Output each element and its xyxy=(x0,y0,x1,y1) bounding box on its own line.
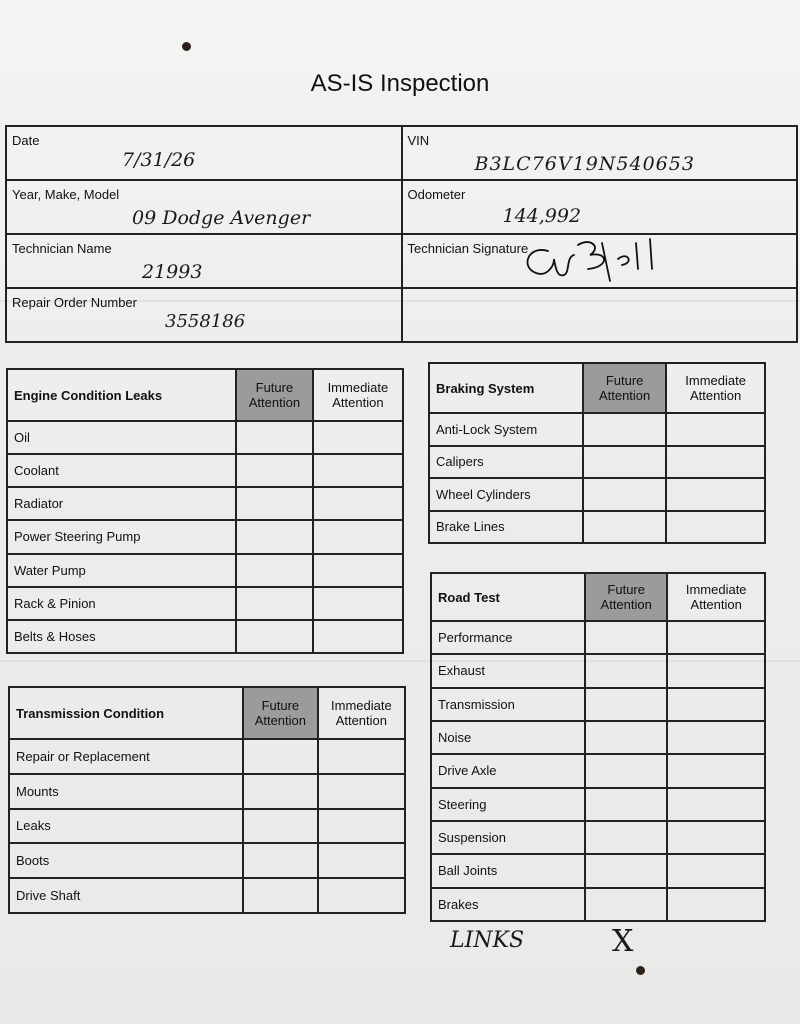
future-checkbox[interactable] xyxy=(243,809,318,844)
handwritten-note: LINKS xyxy=(450,928,525,953)
row-label: Transmission xyxy=(431,688,585,721)
staple-hole xyxy=(182,42,191,51)
future-checkbox[interactable] xyxy=(243,878,318,913)
row-label: Leaks xyxy=(9,809,243,844)
immediate-checkbox[interactable] xyxy=(666,478,765,511)
immediate-checkbox[interactable] xyxy=(313,520,403,553)
row-label: Performance xyxy=(431,621,585,654)
immediate-checkbox[interactable] xyxy=(313,554,403,587)
date-value: 7/31/26 xyxy=(122,149,196,171)
future-checkbox[interactable] xyxy=(236,454,313,487)
row-label: Calipers xyxy=(429,446,583,479)
immediate-attention-header: Immediate Attention xyxy=(666,363,765,413)
row-label: Radiator xyxy=(7,487,236,520)
row-label: Suspension xyxy=(431,821,585,854)
future-checkbox[interactable] xyxy=(236,587,313,620)
future-checkbox[interactable] xyxy=(236,487,313,520)
year-make-model-value: 09 Dodge Avenger xyxy=(132,207,311,229)
immediate-checkbox[interactable] xyxy=(667,888,765,921)
engine-condition-title: Engine Condition Leaks xyxy=(7,369,236,421)
future-attention-header: Future Attention xyxy=(236,369,313,421)
future-checkbox[interactable] xyxy=(243,843,318,878)
date-cell[interactable] xyxy=(6,126,402,180)
immediate-checkbox[interactable] xyxy=(313,587,403,620)
road-test-table xyxy=(430,572,766,922)
row-label: Coolant xyxy=(7,454,236,487)
immediate-checkbox[interactable] xyxy=(667,688,765,721)
odometer-label: Odometer xyxy=(407,187,466,202)
row-label: Power Steering Pump xyxy=(7,520,236,553)
future-checkbox[interactable] xyxy=(583,413,666,446)
technician-name-cell[interactable] xyxy=(6,234,402,288)
row-label: Wheel Cylinders xyxy=(429,478,583,511)
page-title: AS-IS Inspection xyxy=(310,70,490,97)
immediate-checkbox[interactable] xyxy=(666,511,765,544)
row-label: Repair or Replacement xyxy=(9,739,243,774)
immediate-attention-header: Immediate Attention xyxy=(667,573,765,621)
row-label: Belts & Hoses xyxy=(7,620,236,653)
future-checkbox[interactable] xyxy=(583,511,666,544)
odometer-cell[interactable] xyxy=(402,180,798,234)
immediate-attention-header: Immediate Attention xyxy=(313,369,403,421)
future-checkbox[interactable] xyxy=(585,621,667,654)
technician-signature-cell[interactable] xyxy=(402,234,798,288)
road-test-title: Road Test xyxy=(431,573,585,621)
immediate-checkbox[interactable] xyxy=(313,454,403,487)
immediate-checkbox[interactable] xyxy=(313,620,403,653)
future-checkbox[interactable] xyxy=(243,774,318,809)
future-checkbox[interactable] xyxy=(243,739,318,774)
immediate-checkbox[interactable] xyxy=(666,413,765,446)
row-label: Oil xyxy=(7,421,236,454)
future-attention-header: Future Attention xyxy=(585,573,667,621)
technician-signature-label: Technician Signature xyxy=(407,241,529,256)
future-checkbox[interactable] xyxy=(585,854,667,887)
future-checkbox[interactable] xyxy=(583,446,666,479)
row-label: Rack & Pinion xyxy=(7,587,236,620)
future-checkbox[interactable] xyxy=(585,754,667,787)
technician-signature xyxy=(518,237,678,289)
braking-system-title: Braking System xyxy=(429,363,583,413)
header-table xyxy=(5,125,798,343)
row-label: Boots xyxy=(9,843,243,878)
future-checkbox[interactable] xyxy=(236,554,313,587)
immediate-checkbox[interactable] xyxy=(667,821,765,854)
repair-order-cell[interactable] xyxy=(6,288,402,342)
immediate-attention-header: Immediate Attention xyxy=(318,687,405,739)
immediate-checkbox[interactable] xyxy=(318,809,405,844)
row-label: Drive Shaft xyxy=(9,878,243,913)
future-checkbox[interactable] xyxy=(583,478,666,511)
future-attention-header: Future Attention xyxy=(243,687,318,739)
row-label: Brake Lines xyxy=(429,511,583,544)
future-checkbox[interactable] xyxy=(585,788,667,821)
transmission-condition-title: Transmission Condition xyxy=(9,687,243,739)
braking-system-table xyxy=(428,362,766,544)
repair-order-value: 3558186 xyxy=(165,311,246,332)
immediate-checkbox[interactable] xyxy=(313,421,403,454)
staple-hole xyxy=(636,966,645,975)
immediate-checkbox[interactable] xyxy=(318,878,405,913)
date-label: Date xyxy=(12,133,40,148)
immediate-checkbox[interactable] xyxy=(667,621,765,654)
future-checkbox[interactable] xyxy=(585,888,667,921)
immediate-checkbox[interactable] xyxy=(667,754,765,787)
technician-name-value: 21993 xyxy=(142,261,203,283)
row-label: Exhaust xyxy=(431,654,585,687)
future-checkbox[interactable] xyxy=(585,688,667,721)
immediate-checkbox[interactable] xyxy=(318,774,405,809)
row-label: Brakes xyxy=(431,888,585,921)
immediate-checkbox[interactable] xyxy=(666,446,765,479)
blank-cell xyxy=(402,288,798,342)
engine-condition-table xyxy=(6,368,404,654)
row-label: Ball Joints xyxy=(431,854,585,887)
immediate-checkbox[interactable] xyxy=(667,854,765,887)
year-make-model-label: Year, Make, Model xyxy=(12,187,120,202)
row-label: Steering xyxy=(431,788,585,821)
row-label: Water Pump xyxy=(7,554,236,587)
immediate-checkbox[interactable] xyxy=(318,739,405,774)
vin-cell[interactable] xyxy=(402,126,798,180)
future-checkbox[interactable] xyxy=(236,520,313,553)
immediate-checkbox[interactable] xyxy=(313,487,403,520)
technician-name-label: Technician Name xyxy=(12,241,112,256)
immediate-checkbox[interactable] xyxy=(667,721,765,754)
handwritten-x-mark: X xyxy=(612,924,634,959)
immediate-checkbox[interactable] xyxy=(667,654,765,687)
future-checkbox[interactable] xyxy=(236,620,313,653)
future-checkbox[interactable] xyxy=(585,821,667,854)
transmission-condition-table xyxy=(8,686,406,914)
repair-order-label: Repair Order Number xyxy=(12,295,137,310)
vin-value: B3LC76V19N540653 xyxy=(474,153,695,175)
odometer-value: 144,992 xyxy=(502,205,582,227)
row-label: Anti-Lock System xyxy=(429,413,583,446)
immediate-checkbox[interactable] xyxy=(667,788,765,821)
vin-label: VIN xyxy=(407,133,430,148)
row-label: Mounts xyxy=(9,774,243,809)
immediate-checkbox[interactable] xyxy=(318,843,405,878)
row-label: Drive Axle xyxy=(431,754,585,787)
future-attention-header: Future Attention xyxy=(583,363,666,413)
future-checkbox[interactable] xyxy=(585,654,667,687)
future-checkbox[interactable] xyxy=(236,421,313,454)
year-make-model-cell[interactable] xyxy=(6,180,402,234)
row-label: Noise xyxy=(431,721,585,754)
future-checkbox[interactable] xyxy=(585,721,667,754)
